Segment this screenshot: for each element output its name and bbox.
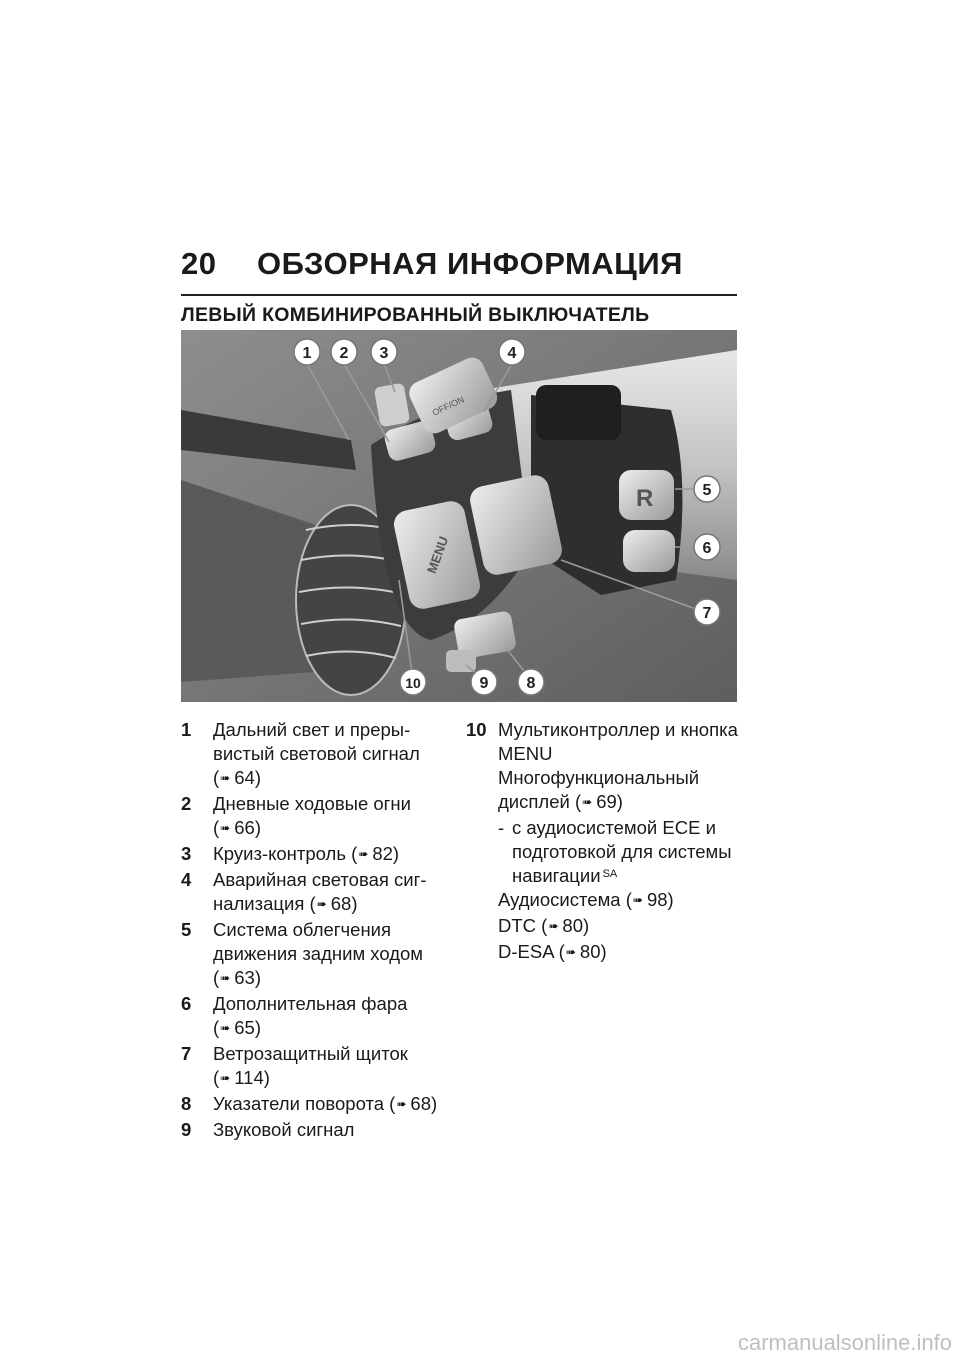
item-number: 1 [181, 719, 192, 740]
sa-badge: SA [602, 868, 618, 880]
legend-left [181, 718, 451, 1142]
item-ref[interactable]: 68 [410, 1093, 431, 1114]
menu-label: MENU [424, 534, 452, 576]
item-ref[interactable]: 63 [234, 967, 255, 988]
item-number: 8 [181, 1093, 192, 1114]
legend-item: 6 Дополнительная фара (➠ 65) [181, 992, 451, 1042]
section-title: ЛЕВЫЙ КОМБИНИРОВАННЫЙ ВЫКЛЮЧАТЕЛЬ [181, 304, 650, 326]
item-text: Аварийная световая сиг- нализация [213, 869, 427, 914]
callout-1: 1 [302, 345, 312, 362]
item-ref[interactable]: 98 [646, 889, 668, 910]
legend-item: 4 Аварийная световая сиг- нализация (➠ 68) [181, 868, 451, 918]
sub-text: Многофункциональный дисплей [498, 767, 700, 812]
switch-drawing [181, 330, 737, 702]
switch-illustration [181, 330, 737, 702]
callout-3: 3 [379, 345, 389, 362]
item-number: 3 [181, 843, 192, 864]
callout-5: 5 [702, 482, 712, 499]
item-text: Звуковой сигнал [213, 1119, 355, 1140]
page-ref-arrow-icon: ➠ [220, 1021, 231, 1035]
item-ref[interactable]: 80 [562, 915, 583, 936]
page-header [181, 246, 737, 282]
legend-right [466, 718, 746, 966]
item-text: Указатели поворота [213, 1093, 385, 1114]
item-number: 9 [181, 1119, 192, 1140]
page-ref-arrow-icon: ➠ [358, 847, 369, 861]
callout-7: 7 [702, 605, 712, 622]
page-ref-arrow-icon: ➠ [220, 771, 231, 785]
item-text: Ветрозащитный щиток [213, 1043, 408, 1064]
item-number: 7 [181, 1043, 192, 1064]
item-ref[interactable]: 69 [596, 791, 617, 812]
item-number: 4 [181, 869, 192, 890]
item-ref[interactable]: 66 [234, 817, 255, 838]
condition-note [466, 816, 746, 888]
page-ref-arrow-icon: ➠ [220, 821, 231, 835]
item-ref[interactable]: 65 [234, 1017, 255, 1038]
item-ref[interactable]: 114 [234, 1067, 264, 1088]
callout-2: 2 [339, 345, 349, 362]
legend-item [466, 718, 746, 766]
item-ref[interactable]: 80 [579, 941, 601, 962]
callout-10: 10 [405, 675, 421, 691]
page-ref-arrow-icon: ➠ [396, 1097, 407, 1111]
sub-text: D-ESA [498, 941, 554, 962]
page-title: ОБЗОРНАЯ ИНФОРМАЦИЯ [257, 246, 683, 281]
watermark: carmanualsonline.info [737, 1330, 952, 1355]
item-number: 10 [466, 719, 487, 740]
callout-4: 4 [507, 345, 517, 362]
item-ref[interactable]: 82 [372, 843, 393, 864]
off-on-label: OFF/ON [430, 394, 466, 418]
page-ref-arrow-icon: ➠ [582, 795, 593, 809]
callout-8: 8 [526, 675, 536, 692]
legend-item: 5 Система облегчения движения задним ходом (➠ 63) [181, 918, 451, 992]
page-ref-arrow-icon: ➠ [220, 1071, 231, 1085]
page-ref-arrow-icon: ➠ [565, 945, 576, 959]
callout-9: 9 [479, 675, 489, 692]
item-number: 6 [181, 993, 192, 1014]
page-number: 20 [181, 246, 217, 281]
sub-line: DTC (➠ 80) [498, 915, 590, 936]
legend-item: 8 Указатели поворота (➠ 68) [181, 1092, 451, 1118]
item-text: Мультиконтроллер и кнопка MENU [498, 719, 738, 764]
reverse-label: R [636, 485, 654, 512]
legend-item: 2 Дневные ходовые огни (➠ 66) [181, 792, 451, 842]
item-text: Дальний свет и преры- вистый световой сигнал [213, 719, 420, 764]
legend-item [181, 1118, 451, 1142]
sub-line: Аудиосистема (➠ 98) [498, 889, 674, 910]
legend-item: 7 Ветрозащитный щиток (➠ 114) [181, 1042, 451, 1092]
item-ref[interactable]: 68 [330, 893, 352, 914]
sub-text: Аудиосистема [498, 889, 621, 910]
sub-line-display: Многофункциональный дисплей (➠ 69) [498, 767, 700, 812]
item-text: Дневные ходовые огни [213, 793, 411, 814]
item-text: Дополнительная фара [213, 993, 408, 1014]
legend-item: 1 Дальний свет и преры- вистый световой сигнал (➠ 64) [181, 718, 451, 792]
sub-line: D-ESA (➠ 80) [498, 941, 607, 962]
page-ref-arrow-icon: ➠ [548, 919, 559, 933]
page-ref-arrow-icon: ➠ [632, 893, 643, 907]
item-text: Круиз-контроль [213, 843, 346, 864]
dash-marker: - [498, 817, 505, 838]
sub-text: DTC [498, 915, 537, 936]
legend-item: 3 Круиз-контроль (➠ 82) [181, 842, 451, 868]
condition-text: с аудиосистемой ECE и подготовкой для системы навигации [512, 817, 732, 886]
page-ref-arrow-icon: ➠ [316, 897, 327, 911]
item-ref[interactable]: 64 [234, 767, 255, 788]
header-rule [181, 294, 737, 296]
page-ref-arrow-icon: ➠ [220, 971, 231, 985]
item-number: 2 [181, 793, 192, 814]
item-number: 5 [181, 919, 192, 940]
callout-6: 6 [702, 540, 712, 557]
item-text: Система облегчения движения задним ходом [213, 919, 424, 964]
